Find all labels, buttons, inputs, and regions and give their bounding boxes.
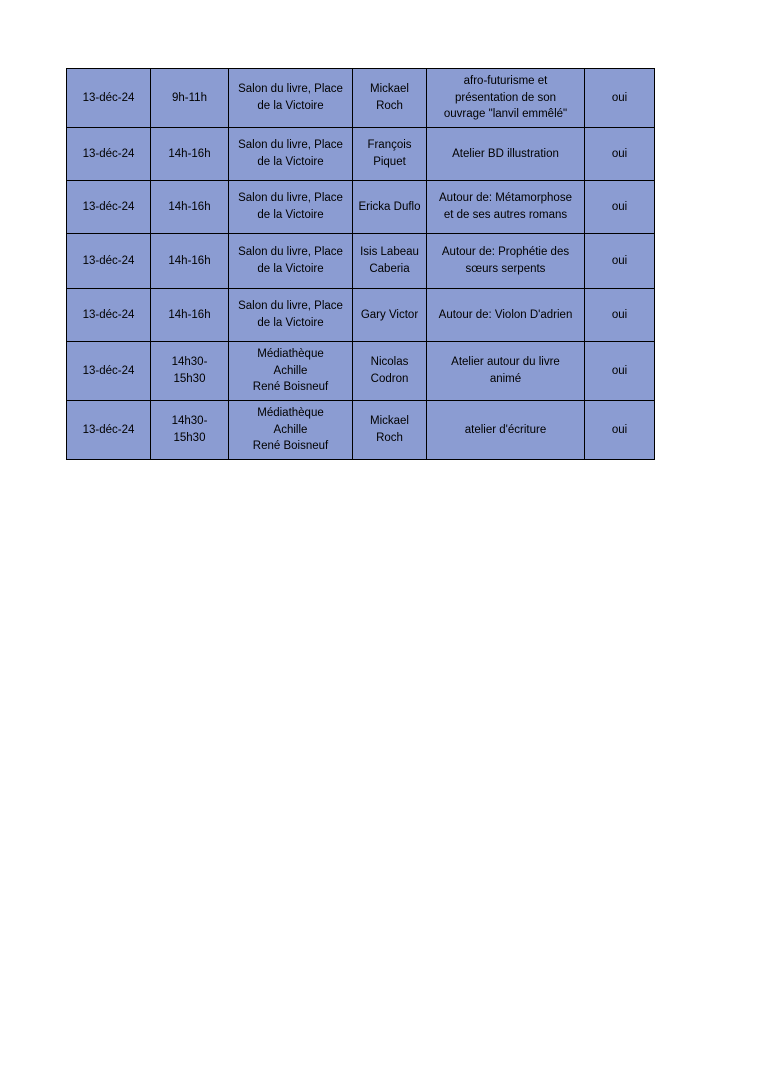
cell-place	[229, 181, 353, 234]
cell-confirmed: oui	[585, 342, 655, 401]
cell-topic	[427, 69, 585, 128]
cell-confirmed: oui	[585, 401, 655, 460]
cell-date: 13-déc-24	[67, 401, 151, 460]
cell-line: René Boisneuf	[252, 440, 329, 453]
cell-place	[229, 128, 353, 181]
cell-line: Gary Victor	[360, 308, 419, 321]
schedule-table-body	[67, 69, 655, 460]
cell-line: Médiathèque	[257, 348, 324, 361]
cell-line: Roch	[376, 432, 403, 445]
cell-confirmed: oui	[585, 289, 655, 342]
cell-line: Autour de: Métamorphose	[439, 192, 572, 205]
cell-line: de la Victoire	[257, 317, 324, 330]
cell-person	[353, 234, 427, 289]
cell-date: 13-déc-24	[67, 289, 151, 342]
table-row	[67, 69, 655, 128]
cell-line: Atelier BD illustration	[452, 147, 559, 160]
schedule-table-wrapper	[66, 68, 654, 460]
cell-line: ouvrage "lanvil emmêlé"	[443, 108, 568, 121]
cell-line: de la Victoire	[257, 209, 324, 222]
cell-line: François	[367, 139, 412, 152]
cell-line: Ericka Duflo	[358, 200, 421, 213]
cell-line: Codron	[370, 373, 409, 386]
cell-line: Autour de: Violon D'adrien	[438, 308, 573, 321]
cell-time	[151, 342, 229, 401]
cell-confirmed: oui	[585, 128, 655, 181]
cell-person	[353, 181, 427, 234]
cell-confirmed: oui	[585, 234, 655, 289]
cell-person	[353, 128, 427, 181]
cell-line: Médiathèque	[257, 407, 324, 420]
cell-confirmed: oui	[585, 181, 655, 234]
cell-date: 13-déc-24	[67, 69, 151, 128]
cell-line: Salon du livre, Place	[238, 300, 343, 313]
cell-person	[353, 401, 427, 460]
cell-time: 14h-16h	[151, 128, 229, 181]
cell-date: 13-déc-24	[67, 234, 151, 289]
cell-line: Salon du livre, Place	[238, 83, 343, 96]
cell-line: atelier d'écriture	[464, 423, 547, 436]
cell-time: 14h-16h	[151, 234, 229, 289]
cell-topic	[427, 289, 585, 342]
cell-line: de la Victoire	[257, 263, 324, 276]
cell-date: 13-déc-24	[67, 342, 151, 401]
table-row	[67, 401, 655, 460]
cell-place	[229, 401, 353, 460]
cell-line: de la Victoire	[257, 100, 324, 112]
table-row	[67, 342, 655, 401]
cell-line: et de ses autres romans	[443, 209, 568, 222]
cell-line: Atelier autour du livre	[451, 356, 560, 369]
cell-topic	[427, 128, 585, 181]
cell-line: 14h30-	[171, 356, 208, 369]
cell-line: Achille	[273, 423, 308, 436]
cell-line: 14h30-	[171, 415, 208, 428]
cell-time: 9h-11h	[151, 69, 229, 128]
cell-place	[229, 69, 353, 128]
cell-line: Isis Labeau	[360, 246, 419, 259]
cell-line: Salon du livre, Place	[238, 139, 343, 152]
cell-person	[353, 342, 427, 401]
cell-topic	[427, 181, 585, 234]
cell-line: Piquet	[373, 156, 406, 169]
cell-confirmed: oui	[585, 69, 655, 128]
cell-date: 13-déc-24	[67, 181, 151, 234]
cell-time: 14h-16h	[151, 289, 229, 342]
cell-line: Autour de: Prophétie des	[441, 246, 570, 259]
cell-line: animé	[489, 373, 522, 386]
cell-line: Salon du livre, Place	[238, 192, 343, 205]
cell-line: Achille	[273, 364, 308, 377]
table-row	[67, 181, 655, 234]
cell-line: de la Victoire	[257, 156, 324, 169]
cell-line: Salon du livre, Place	[238, 246, 343, 259]
cell-topic	[427, 342, 585, 401]
cell-line: 15h30	[173, 373, 206, 386]
cell-line: Caberia	[369, 263, 410, 276]
cell-person	[353, 289, 427, 342]
cell-line: René Boisneuf	[252, 381, 329, 394]
table-row	[67, 289, 655, 342]
cell-line: Nicolas	[370, 356, 409, 369]
cell-time: 14h-16h	[151, 181, 229, 234]
schedule-table	[66, 68, 655, 460]
cell-line: Mickael	[370, 83, 409, 96]
cell-line: présentation de son	[454, 91, 557, 104]
cell-place	[229, 342, 353, 401]
cell-line: Roch	[376, 100, 403, 112]
cell-line: sœurs serpents	[465, 263, 546, 276]
cell-topic	[427, 401, 585, 460]
cell-person	[353, 69, 427, 128]
cell-time	[151, 401, 229, 460]
cell-place	[229, 289, 353, 342]
cell-place	[229, 234, 353, 289]
table-row	[67, 128, 655, 181]
cell-line: Mickael	[370, 415, 409, 428]
cell-topic	[427, 234, 585, 289]
cell-line: afro-futurisme et	[463, 75, 548, 87]
cell-date: 13-déc-24	[67, 128, 151, 181]
cell-line: 15h30	[173, 432, 206, 445]
table-row	[67, 234, 655, 289]
